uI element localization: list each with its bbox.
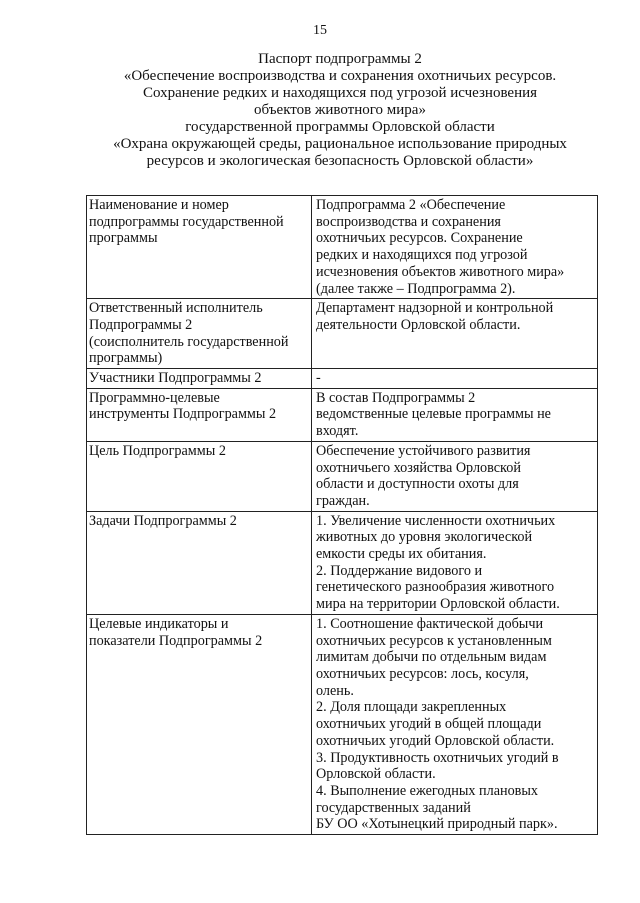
row-value-line: БУ ОО «Хотынецкий природный парк». [316, 816, 558, 833]
row-value-line: граждан. [316, 492, 370, 509]
row-value-line: 2. Поддержание видового и [316, 562, 483, 579]
table-row [87, 511, 598, 614]
row-label-line: программы [89, 230, 158, 247]
row-value-cell [312, 388, 598, 441]
row-value-line: 3. Продуктивность охотничьих угодий в [316, 749, 559, 766]
row-value-line: 1. Увеличение численности охотничьих [316, 512, 556, 529]
row-label-line: подпрограммы государственной [89, 213, 284, 230]
row-label-line: (соисполнитель государственной [89, 333, 289, 350]
row-value-line: охотничьих ресурсов к установленным [316, 632, 552, 649]
row-value-line: - [316, 370, 321, 387]
row-label-cell [87, 511, 312, 614]
row-label-cell [87, 441, 312, 511]
table-row [87, 299, 598, 369]
row-value-line: (далее также – Подпрограмма 2). [316, 280, 516, 297]
table-row [87, 441, 598, 511]
row-label-line: Программно-целевые [89, 389, 220, 406]
row-value-line: 4. Выполнение ежегодных плановых [316, 782, 539, 799]
row-value-line: ведомственные целевые программы не [316, 406, 551, 423]
title-line: «Охрана окружающей среды, рациональное использование природных [113, 136, 567, 152]
row-label-line: инструменты Подпрограммы 2 [89, 406, 277, 423]
row-value-line: охотничьих ресурсов. Сохранение [316, 230, 523, 247]
row-value-line: исчезновения объектов животного мира» [316, 263, 565, 280]
row-value-line: В состав Подпрограммы 2 [316, 389, 476, 406]
row-label-cell [87, 614, 312, 834]
row-label-line: Участники Подпрограммы 2 [89, 370, 262, 387]
row-value-line: охотничьих угодий Орловской области. [316, 732, 555, 749]
row-value-cell [312, 299, 598, 369]
row-label-line: программы) [89, 350, 163, 367]
passport-table [86, 195, 598, 835]
table-row [87, 614, 598, 834]
page-number: 15 [313, 23, 327, 38]
table-row [87, 196, 598, 299]
row-value-line: емкости среды их обитания. [316, 546, 487, 563]
table-row [87, 388, 598, 441]
row-value-line: государственных заданий [316, 799, 471, 816]
passport-title [60, 51, 620, 170]
row-label-line: Задачи Подпрограммы 2 [89, 512, 237, 529]
title-line: Сохранение редких и находящихся под угрозой исчезновения [142, 85, 538, 101]
row-label-cell [87, 299, 312, 369]
row-value-cell [312, 511, 598, 614]
row-label-line: Наименование и номер [89, 197, 229, 213]
title-line: объектов животного мира» [254, 102, 426, 118]
row-value-line: 1. Соотношение фактической добычи [316, 615, 544, 632]
row-value-line: охотничьих угодий в общей площади [316, 716, 542, 733]
row-value-line: мира на территории Орловской области. [316, 596, 560, 613]
row-value-line: генетического разнообразия животного [316, 579, 555, 596]
row-value-line: охотничьего хозяйства Орловской [316, 459, 521, 476]
row-value-line: животных до уровня экологической [316, 529, 533, 546]
row-label-line: Подпрограммы 2 [89, 316, 193, 333]
row-value-line: олень. [316, 682, 354, 699]
row-value-cell [312, 369, 598, 389]
row-label-line: Ответственный исполнитель [89, 300, 263, 317]
row-label-cell [87, 196, 312, 299]
row-label-line: показатели Подпрограммы 2 [89, 632, 263, 649]
row-value-line: деятельности Орловской области. [316, 316, 521, 333]
row-label-cell [87, 369, 312, 389]
row-value-line: 2. Доля площади закрепленных [316, 699, 507, 716]
row-value-cell [312, 614, 598, 834]
row-value-line: Подпрограмма 2 «Обеспечение [316, 197, 506, 213]
table-row [87, 369, 598, 389]
row-value-line: Департамент надзорной и контрольной [316, 300, 554, 317]
row-label-line: Цель Подпрограммы 2 [89, 442, 226, 459]
title-line: Паспорт подпрограммы 2 [258, 51, 422, 67]
row-value-cell [312, 196, 598, 299]
title-line: государственной программы Орловской области [185, 119, 495, 135]
row-value-line: охотничьих ресурсов: лось, косуля, [316, 665, 529, 682]
title-line: «Обеспечение воспроизводства и сохранения охотничьих ресурсов. [123, 68, 557, 84]
row-value-line: входят. [316, 423, 359, 440]
row-label-line: Целевые индикаторы и [89, 615, 229, 632]
row-value-line: лимитам добычи по отдельным видам [316, 649, 547, 666]
row-value-line: области и доступности охоты для [316, 476, 519, 493]
row-value-line: Орловской области. [316, 766, 436, 783]
row-value-line: воспроизводства и сохранения [316, 213, 501, 230]
title-line: ресурсов и экологическая безопасность Орловской области» [146, 153, 534, 169]
row-value-cell [312, 441, 598, 511]
row-value-line: редких и находящихся под угрозой [316, 247, 528, 264]
row-label-cell [87, 388, 312, 441]
row-value-line: Обеспечение устойчивого развития [316, 442, 531, 459]
